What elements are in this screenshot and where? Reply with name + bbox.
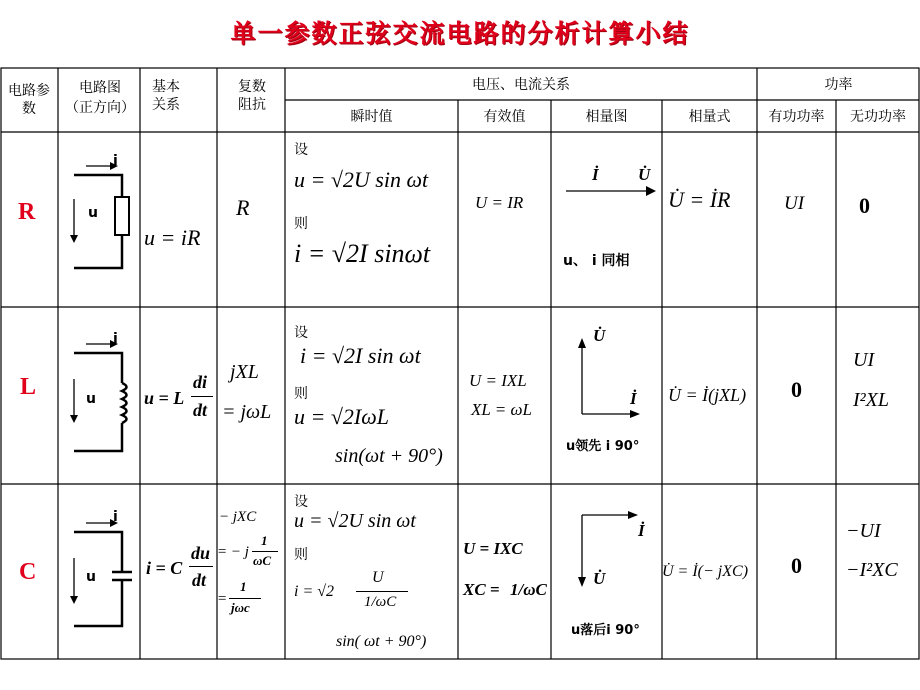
header-diagram: 电路图 bbox=[79, 80, 121, 96]
active-power-l: 0 bbox=[791, 377, 802, 402]
header-power: 功率 bbox=[824, 77, 853, 93]
inst-eq3-l: sin(ωt + 90°) bbox=[335, 445, 443, 467]
basic-relation-num-l: di bbox=[193, 372, 208, 392]
header-reactive-power: 无功功率 bbox=[850, 109, 906, 125]
inst-eq1-c: u = √2U sin ωt bbox=[294, 510, 416, 532]
active-power-r: UI bbox=[784, 193, 805, 214]
basic-relation-den-l: dt bbox=[193, 400, 208, 420]
phasor-caption-c: u落后i 90° bbox=[571, 623, 640, 638]
inst-eq2-den-c: 1/ωC bbox=[364, 594, 397, 610]
phasor-caption-r: u、 i 同相 bbox=[563, 253, 630, 269]
current-label-c: i bbox=[113, 509, 118, 525]
phasor-i-c: İ bbox=[638, 521, 645, 540]
reactive-power-1-l: UI bbox=[853, 349, 875, 371]
effective-2-right-c: 1/ωC bbox=[510, 580, 547, 599]
impedance-2-bar-c bbox=[252, 551, 278, 552]
active-power-c: 0 bbox=[791, 553, 802, 578]
reactive-power-1-c: −UI bbox=[846, 520, 881, 542]
impedance-2-den-c: ωC bbox=[253, 553, 272, 568]
impedance-r: R bbox=[236, 195, 250, 220]
impedance-3-den-c: jωc bbox=[231, 600, 250, 615]
header-circuit-param: 电路参数 bbox=[8, 83, 50, 117]
voltage-label-l: u bbox=[86, 391, 96, 407]
basic-relation-r: u = iR bbox=[144, 225, 201, 250]
inst-eq2-l: u = √2IωL bbox=[294, 404, 390, 429]
header-active-power: 有功功率 bbox=[768, 109, 825, 125]
inst-then-c: 则 bbox=[294, 547, 308, 563]
inductor-circuit-diagram bbox=[60, 333, 140, 473]
phasor-diagram-c bbox=[574, 505, 644, 595]
inst-eq1-r: u = √2U sin ωt bbox=[294, 167, 429, 192]
inst-eq1-l: i = √2I sin ωt bbox=[300, 343, 421, 368]
header-instantaneous: 瞬时值 bbox=[350, 109, 393, 125]
impedance-2-l: = jωL bbox=[222, 401, 272, 423]
impedance-1-c: − jXC bbox=[219, 509, 257, 525]
phasor-u-l: U̇ bbox=[593, 326, 606, 345]
voltage-label-r: u bbox=[88, 205, 98, 221]
reactive-power-2-l: I²XL bbox=[853, 389, 889, 411]
inst-eq2-bar-c bbox=[356, 591, 408, 592]
impedance-3-num-c: 1 bbox=[240, 579, 247, 594]
current-label-l: i bbox=[113, 331, 118, 347]
phasor-formula-r: U̇ = İR bbox=[668, 187, 731, 212]
inst-then-r: 则 bbox=[294, 216, 308, 232]
phasor-formula-l: U̇ = İ(jXL) bbox=[668, 385, 747, 405]
inst-eq2-r: i = √2I sinωt bbox=[294, 239, 431, 268]
header-effective: 有效值 bbox=[483, 109, 526, 125]
inst-eq3-c: sin( ωt + 90°) bbox=[336, 633, 427, 650]
row-label-r: R bbox=[18, 199, 36, 225]
row-label-c: C bbox=[19, 559, 37, 585]
impedance-2-c: = − j bbox=[217, 544, 249, 560]
phasor-i-l: İ bbox=[630, 389, 637, 408]
effective-r: U = IR bbox=[475, 193, 524, 212]
impedance-2-num-c: 1 bbox=[261, 533, 268, 548]
phasor-diagram-l bbox=[574, 334, 644, 424]
effective-2-l: XL = ωL bbox=[471, 400, 532, 419]
reactive-power-r: 0 bbox=[859, 193, 870, 218]
impedance-1-l: jXL bbox=[230, 361, 259, 383]
inst-eq2-num-c: U bbox=[372, 569, 384, 586]
basic-relation-left-c: i = C bbox=[146, 558, 183, 578]
basic-relation-left-l: u = L bbox=[144, 388, 185, 408]
inst-eq2-left-c: i = √2 bbox=[294, 583, 335, 600]
effective-1-l: U = IXL bbox=[469, 371, 527, 390]
fraction-bar-l bbox=[191, 396, 213, 397]
capacitor-circuit-diagram bbox=[60, 510, 140, 650]
row-label-l: L bbox=[20, 374, 37, 400]
phasor-u-r: U̇ bbox=[638, 165, 651, 184]
current-label-r: i bbox=[113, 153, 118, 169]
impedance-3-bar-c bbox=[229, 598, 261, 599]
header-voltage-current: 电压、电流关系 bbox=[472, 77, 570, 93]
header-diagram-note: （正方向） bbox=[65, 100, 135, 116]
resistor-circuit-diagram bbox=[60, 155, 140, 295]
phasor-i-r: İ bbox=[592, 165, 599, 184]
inst-set-l: 设 bbox=[294, 325, 308, 341]
effective-1-c: U = IXC bbox=[463, 539, 523, 558]
impedance-3-c: = bbox=[217, 591, 228, 607]
page-title: 单一参数正弦交流电路的分析计算小结 bbox=[230, 19, 690, 48]
phasor-u-c: U̇ bbox=[593, 569, 606, 588]
header-phasor-formula: 相量式 bbox=[688, 109, 731, 125]
inst-then-l: 则 bbox=[294, 386, 308, 402]
summary-table bbox=[0, 67, 920, 660]
header-impedance: 复数阻抗 bbox=[238, 79, 266, 113]
inst-set-c: 设 bbox=[294, 494, 308, 510]
header-basic-relation: 基本关系 bbox=[152, 79, 180, 113]
inst-set-r: 设 bbox=[294, 142, 308, 158]
reactive-power-2-c: −I²XC bbox=[846, 559, 898, 581]
basic-relation-den-c: dt bbox=[192, 570, 207, 590]
fraction-bar-c bbox=[189, 566, 213, 567]
phasor-formula-c: U̇ = İ(− jXC) bbox=[662, 563, 749, 580]
basic-relation-num-c: du bbox=[191, 543, 211, 563]
effective-2-left-c: XC = bbox=[463, 580, 500, 599]
header-phasor-diagram: 相量图 bbox=[585, 109, 628, 125]
voltage-label-c: u bbox=[86, 569, 96, 585]
phasor-caption-l: u领先 i 90° bbox=[566, 439, 640, 454]
